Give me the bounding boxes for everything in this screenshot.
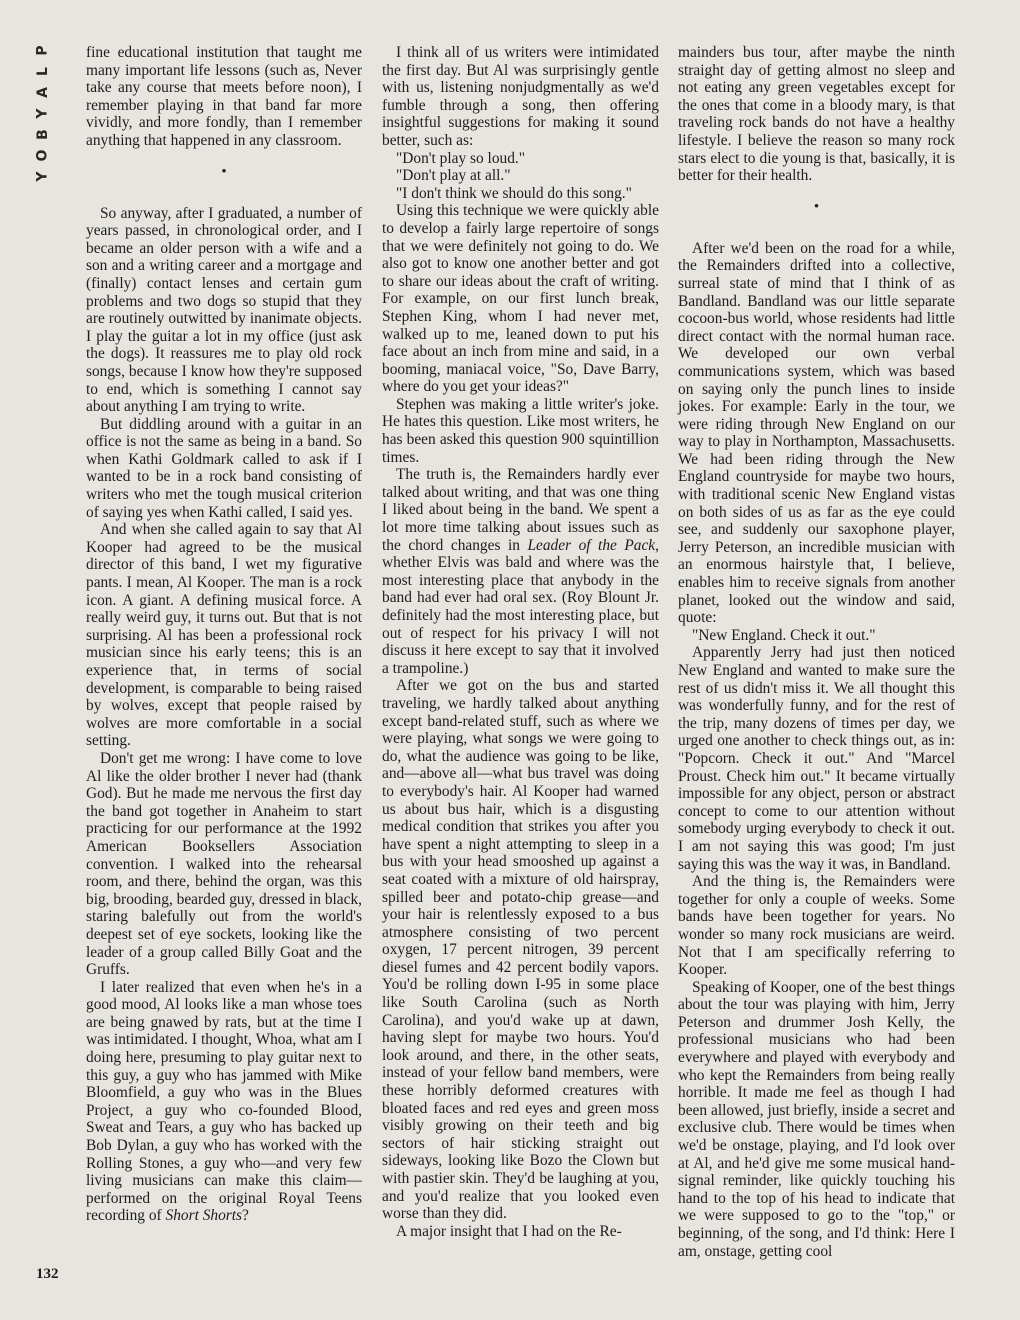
paragraph: Speaking of Kooper, one of the best things about the tour was playing with him, Jerry Peterson and drummer Josh Kelly, the professional musicians who had been everywhere and played with everybody and who kept the Remainders from being really horrible. It made me feel as though I had been allowed, just briefly, inside a secret and exclusive club. There would be times when we'd be onstage, playing, and I'd look over at Al, and he'd give me some musical hand-signal reminder, like quickly touching his hand to the top of his head to indicate that we were supposed to go to the "top," or beginning, of the song, and I'd think: Here I am, onstage, getting cool bbox=[678, 978, 955, 1260]
paragraph-text: , whether Elvis was bald and where was the most interesting place that anybody in the band had ever had oral sex. (Roy Blount Jr. definitely had the most interesting place, but out of respect for his privacy I will not discuss it here except to say that it involved a trampoline.) bbox=[382, 536, 659, 677]
running-head-letter: B bbox=[34, 129, 51, 140]
paragraph: mainders bus tour, after maybe the ninth straight day of getting almost no sleep and not eating any green vegetables except for the ones that come in a bloody mary, is that traveling rock bands do not have a healthy lifestyle. I believe the reason so many rock stars elect to die young is that, basically, it is better for their health. bbox=[678, 44, 955, 185]
running-head-letter: A bbox=[34, 87, 51, 98]
paragraph-text: ? bbox=[242, 1207, 249, 1225]
paragraph: After we got on the bus and started traveling, we hardly talked about anything except band-related stuff, such as where we were playing, what songs we were going to do, what the audience was going to be like, and—above all—what bus travel was doing to everybody's hair. Al Kooper had warned us about bus hair, which is a disgusting medical condition that strikes you after you have spent a night attempting to sleep in a bus with your head smooshed up against a seat coated with a mixture of old hairspray, spilled beer and potato-chip grease—and your hair is relentlessly exposed to a bus atmosphere consisting of two percent oxygen, 17 percent nitrogen, 39 percent diesel fumes and 42 percent bodily vapors. You'd be rolling down I-95 in some place like South Carolina (such as North Carolina), and you'd wake up at dawn, having slept for maybe two hours. You'd look around, and there, in the other seats, instead of your fellow band members, were these horribly deformed creatures with bloated faces and red eyes and green moss visibly growing on their teeth and big sectors of hair sticking straight out sideways, looking like Bozo the Clown but with pastier skin. They'd be laughing at you, and you'd realize that you looked even worse than they did. bbox=[382, 677, 659, 1223]
column-1 bbox=[86, 44, 362, 1225]
running-head-letter: Y bbox=[34, 171, 51, 182]
section-break-bullet: • bbox=[221, 163, 227, 180]
quote-line: "New England. Check it out." bbox=[692, 626, 876, 644]
section-break-bullet: • bbox=[813, 198, 820, 215]
paragraph: So anyway, after I graduated, a number of years passed, in chronological order, and I became an older person with a wife and a son and a writing career and a mortgage and (finally) contact lenses and certain gum problems and two dogs so stupid that they are routinely outwitted by inanimate objects. I play the guitar a lot in my office (just ask the dogs). It reassures me to play old rock songs, because I know how they're supposed to end, which is something I cannot say about anything I am trying to write. bbox=[86, 204, 362, 416]
paragraph: After we'd been on the road for a while, the Remainders drifted into a collective, surreal state of mind that I think of as Bandland. Bandland was our little separate cocoon-bus world, whose residents had little direct contact with the normal human race. We developed our own verbal communications system, which was based on saying only the punch lines to inside jokes. For example: Early in the tour, we were riding through New England on our way to play in Northampton, Massachusetts. We had been riding through the New England countryside for maybe two hours, with traditional scenic New England vistas on both sides of us as far as the eye could see, and suddenly our saxophone player, Jerry Peterson, an incredible musician with an enormous hairstyle that, I believe, enables him to receive signals from another planet, looked out the window and said, quote: bbox=[678, 239, 955, 627]
paragraph: fine educational institution that taught me many important life lessons (such as, Never take any course that meets before noon), I remember playing in that band far more vividly, and more fondly, than I remember anything that happened in any classroom. bbox=[86, 44, 362, 149]
running-head-letter: O bbox=[34, 149, 51, 162]
paragraph: A major insight that I had on the Re- bbox=[396, 1222, 622, 1240]
running-head-letter: P bbox=[34, 45, 51, 56]
running-head bbox=[28, 40, 58, 187]
paragraph bbox=[382, 466, 659, 677]
paragraph: I think all of us writers were intimidated the first day. But Al was surprisingly gentle with us, listening nonjudgmentally as we'd fumble through a song, then offering insightful suggestions for making it sound better, such as: bbox=[382, 44, 659, 149]
paragraph: And when she called again to say that Al Kooper had agreed to be the musical director of this band, I wet my figurative pants. I mean, Al Kooper. The man is a rock icon. A giant. A defining musical force. A really weird guy, it turns out. But that is not surprising. Al has been a professional rock musician since his early teens; this is an experience that, in terms of social development, is comparable to being raised by wolves, except that people raised by wolves are more comfortable in a social setting. bbox=[86, 521, 362, 750]
quote-line: "I don't think we should do this song." bbox=[396, 184, 632, 202]
paragraph-text: I later realized that even when he's in a good mood, Al looks like a man whose toes are being gnawed by rats, but at the time I was intimidated. I thought, Whoa, what am I doing here, presuming to play guitar next to this guy, a guy who has jammed with Mike Bloomfield, a guy who was in the Blues Project, a guy who co-founded Blood, Sweat and Tears, a guy who has backed up Bob Dylan, a guy who has worked with the Rolling Stones, a guy who—and very few living musicians can make this claim—performed on the original Royal Teens recording of bbox=[86, 978, 362, 1225]
song-title: Leader of the Pack bbox=[527, 536, 656, 554]
running-head-letter: L bbox=[34, 67, 51, 76]
song-title: Short Shorts bbox=[165, 1207, 243, 1225]
quote-line: "Don't play so loud." bbox=[396, 149, 526, 167]
paragraph: Don't get me wrong: I have come to love Al like the older brother I never had (thank God). But he made me nervous the first day the band got together in Anaheim to start practicing for our performance at the 1992 American Booksellers Association convention. I walked into the rehearsal room, and there, behind the organ, was this big, brooding, bearded guy, dressed in black, staring balefully out from the world's deepest set of eye sockets, looking like the leader of a group called Billy Goat and the Gruffs. bbox=[86, 749, 362, 979]
paragraph: Using this technique we were quickly able to develop a fairly large repertoire of songs that we were definitely not going to do. We also got to know one another better and got to share our ideas about the craft of writing. For example, on our first lunch break, Stephen King, whom I had never met, walked up to me, leaned down to put his face about an inch from mine and said, in a booming, maniacal voice, "So, Dave Barry, where do you get your ideas?" bbox=[382, 202, 659, 396]
paragraph: Stephen was making a little writer's joke. He hates this question. Like most writers, he has been asked this question 900 squintillion times. bbox=[382, 395, 659, 466]
paragraph: Apparently Jerry had just then noticed New England and wanted to make sure the rest of us didn't miss it. We all thought this was wonderfully funny, and for the rest of the trip, many dozens of times per day, we urged one another to check things out, as in: "Popcorn. Check it out." And "Marcel Proust. Check him out." It became virtually impossible for any object, person or abstract concept to come to our attention without somebody urging everybody to check it out. I am not saying this was good; I'm just saying this was the way it was, in Bandland. bbox=[678, 644, 955, 873]
page-number: 132 bbox=[36, 1266, 59, 1282]
paragraph: But diddling around with a guitar in an office is not the same as being in a band. So when Kathi Goldmark called to ask if I wanted to be in a rock band consisting of writers who met the tough musical criterion of saying yes when Kathi called, I said yes. bbox=[86, 415, 362, 521]
paragraph bbox=[86, 979, 362, 1225]
column-3 bbox=[678, 44, 955, 1260]
column-2 bbox=[382, 44, 659, 1240]
quote-line: "Don't play at all." bbox=[396, 167, 511, 185]
running-head-letter: Y bbox=[34, 108, 51, 119]
paragraph: And the thing is, the Remainders were together for only a couple of weeks. Some bands have been together for years. No wonder so many rock musicians are weird. Not that I am specifically referring to Kooper. bbox=[678, 873, 955, 979]
paragraph-text: The truth is, the Remainders hardly ever talked about writing, and that was one thing I liked about being in the band. We spent a lot more time talking about issues such as the chord changes in bbox=[382, 466, 659, 554]
